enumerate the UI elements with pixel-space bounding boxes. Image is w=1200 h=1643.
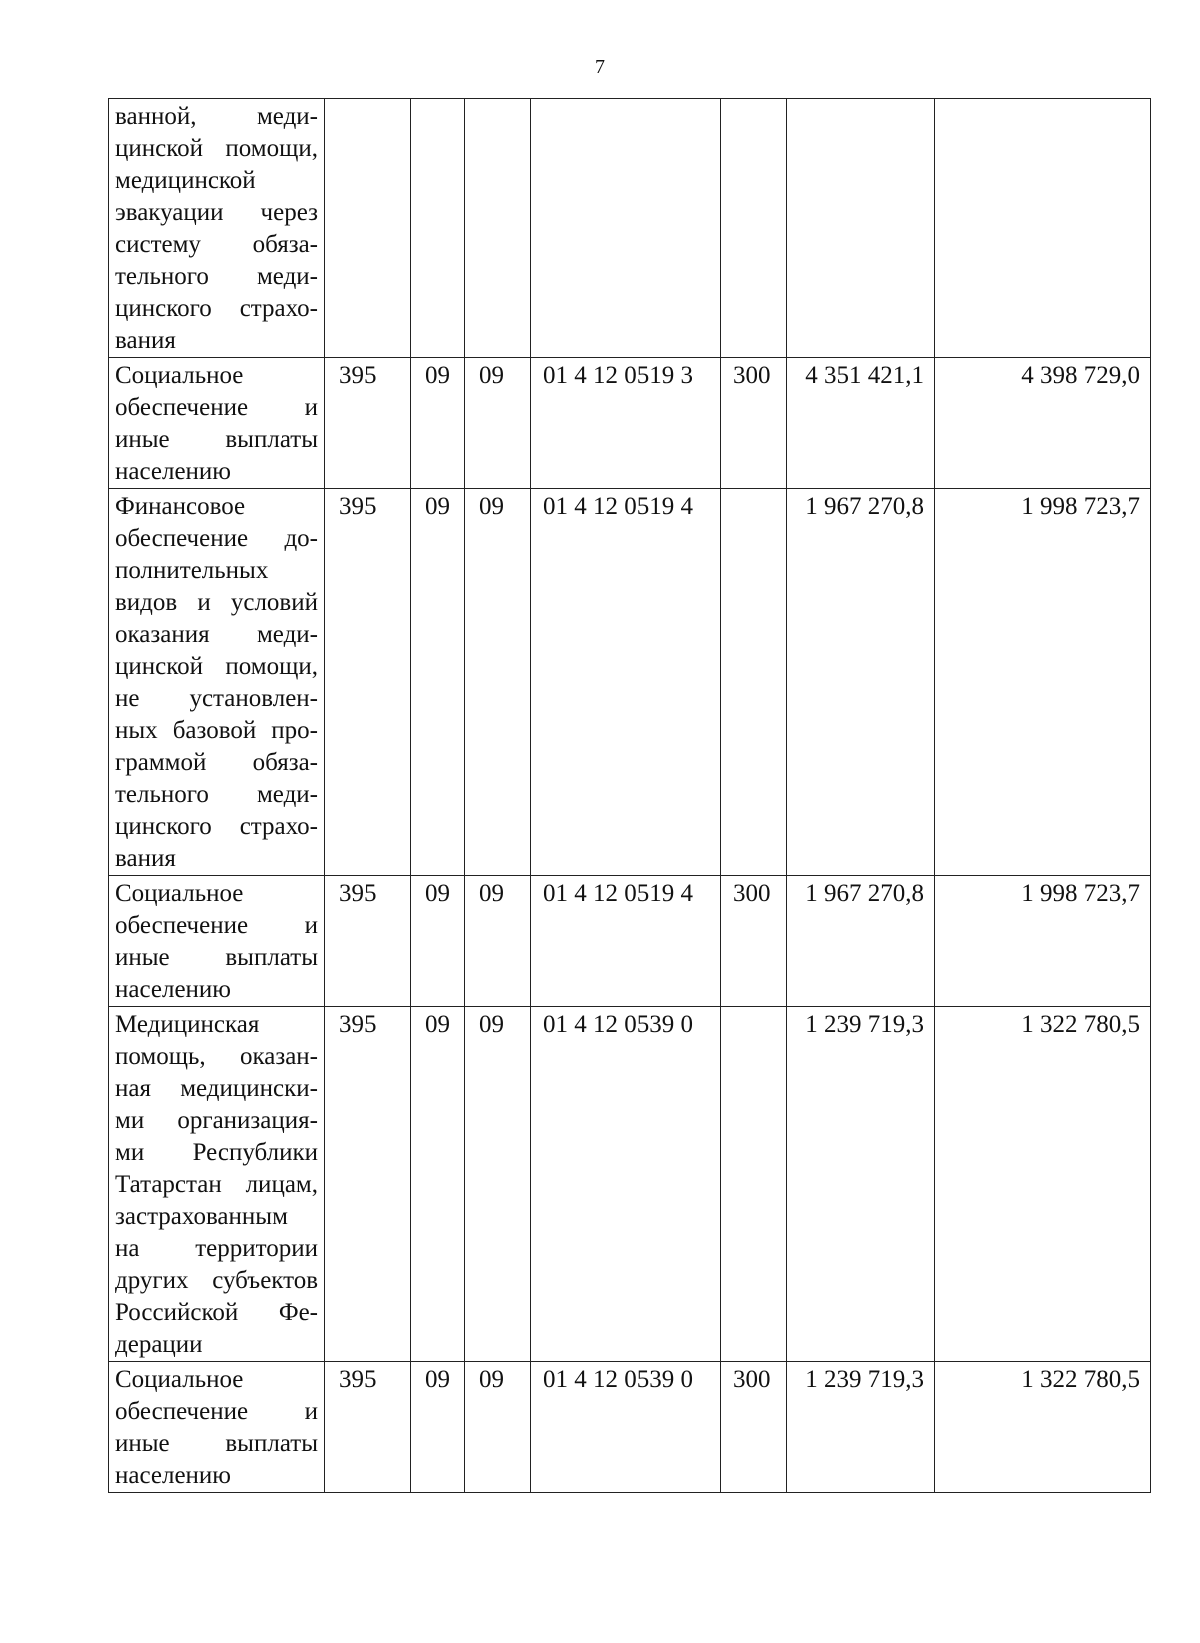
csr-code	[531, 99, 721, 358]
amount-year-1: 1 967 270,8	[787, 876, 935, 1007]
item-name-line: эвакуации через	[115, 199, 318, 226]
item-name-line: граммой обяза-	[115, 749, 318, 776]
vr-code	[721, 1007, 787, 1362]
vr-code	[721, 99, 787, 358]
ved-code: 395	[325, 1007, 411, 1362]
pr-code: 09	[465, 876, 531, 1007]
pr-code	[465, 99, 531, 358]
item-name-line: ми организация-	[115, 1107, 318, 1134]
csr-code: 01 4 12 0539 0	[531, 1362, 721, 1493]
item-name-line: Социальное	[115, 880, 244, 907]
item-name-line: Татарстан лицам,	[115, 1171, 318, 1198]
item-name-line: оказания меди-	[115, 621, 318, 648]
item-name-line: полнительных	[115, 557, 269, 584]
csr-code: 01 4 12 0519 4	[531, 489, 721, 876]
item-name-line: не установлен-	[115, 685, 318, 712]
pr-code: 09	[465, 1362, 531, 1493]
item-name-line: цинского страхо-	[115, 813, 318, 840]
item-name-line: обеспечение до-	[115, 525, 318, 552]
amount-year-2: 1 998 723,7	[935, 876, 1151, 1007]
item-name	[109, 1362, 325, 1493]
item-name	[109, 1007, 325, 1362]
table-row	[109, 1007, 1151, 1362]
item-name-line: Финансовое	[115, 493, 246, 520]
item-name-line: тельного меди-	[115, 781, 318, 808]
csr-code: 01 4 12 0539 0	[531, 1007, 721, 1362]
item-name-line: медицинской	[115, 167, 256, 194]
item-name-line: Социальное	[115, 1366, 244, 1393]
rz-code: 09	[411, 489, 465, 876]
item-name-line: иные выплаты	[115, 426, 318, 453]
amount-year-1: 1 239 719,3	[787, 1007, 935, 1362]
page-number: 7	[595, 56, 605, 78]
amount-year-2: 1 998 723,7	[935, 489, 1151, 876]
table-row	[109, 876, 1151, 1007]
item-name-line: на территории	[115, 1235, 318, 1262]
item-name-line: дерации	[115, 1331, 203, 1358]
item-name	[109, 358, 325, 489]
item-name-line: Социальное	[115, 362, 244, 389]
vr-code: 300	[721, 1362, 787, 1493]
item-name-line: видов и условий	[115, 589, 318, 616]
item-name-line: обеспечение и	[115, 394, 318, 421]
item-name-line: цинской помощи,	[115, 135, 318, 162]
item-name-line: ная медицински-	[115, 1075, 318, 1102]
rz-code: 09	[411, 1362, 465, 1493]
item-name-line: помощь, оказан-	[115, 1043, 318, 1070]
amount-year-1: 4 351 421,1	[787, 358, 935, 489]
rz-code	[411, 99, 465, 358]
item-name-line: населению	[115, 1462, 231, 1489]
item-name-line: обеспечение и	[115, 1398, 318, 1425]
item-name-line: других субъектов	[115, 1267, 318, 1294]
rz-code: 09	[411, 876, 465, 1007]
item-name-line: обеспечение и	[115, 912, 318, 939]
vr-code: 300	[721, 358, 787, 489]
item-name-line: цинского страхо-	[115, 295, 318, 322]
item-name-line: Российской Фе-	[115, 1299, 318, 1326]
table-row	[109, 358, 1151, 489]
item-name-line: ных базовой про-	[115, 717, 318, 744]
table-row	[109, 1362, 1151, 1493]
item-name-line: вания	[115, 845, 176, 872]
item-name-line: застрахованным	[115, 1203, 288, 1230]
vr-code: 300	[721, 876, 787, 1007]
item-name	[109, 876, 325, 1007]
vr-code	[721, 489, 787, 876]
item-name-line: иные выплаты	[115, 944, 318, 971]
ved-code: 395	[325, 1362, 411, 1493]
item-name-line: Медицинская	[115, 1011, 260, 1038]
amount-year-2: 1 322 780,5	[935, 1007, 1151, 1362]
table-row	[109, 99, 1151, 358]
table-body	[109, 99, 1151, 1493]
amount-year-1: 1 967 270,8	[787, 489, 935, 876]
ved-code	[325, 99, 411, 358]
budget-table	[108, 98, 1151, 1493]
ved-code: 395	[325, 489, 411, 876]
amount-year-2	[935, 99, 1151, 358]
ved-code: 395	[325, 876, 411, 1007]
item-name-line: ми Республики	[115, 1139, 318, 1166]
amount-year-1: 1 239 719,3	[787, 1362, 935, 1493]
item-name-line: цинской помощи,	[115, 653, 318, 680]
item-name-line: иные выплаты	[115, 1430, 318, 1457]
item-name-line: ванной, меди-	[115, 103, 318, 130]
csr-code: 01 4 12 0519 4	[531, 876, 721, 1007]
item-name	[109, 489, 325, 876]
ved-code: 395	[325, 358, 411, 489]
item-name-line: населению	[115, 458, 231, 485]
csr-code: 01 4 12 0519 3	[531, 358, 721, 489]
item-name-line: населению	[115, 976, 231, 1003]
amount-year-2: 4 398 729,0	[935, 358, 1151, 489]
amount-year-2: 1 322 780,5	[935, 1362, 1151, 1493]
pr-code: 09	[465, 1007, 531, 1362]
amount-year-1	[787, 99, 935, 358]
table-row	[109, 489, 1151, 876]
rz-code: 09	[411, 358, 465, 489]
item-name	[109, 99, 325, 358]
item-name-line: тельного меди-	[115, 263, 318, 290]
pr-code: 09	[465, 358, 531, 489]
item-name-line: систему обяза-	[115, 231, 318, 258]
item-name-line: вания	[115, 327, 176, 354]
pr-code: 09	[465, 489, 531, 876]
rz-code: 09	[411, 1007, 465, 1362]
